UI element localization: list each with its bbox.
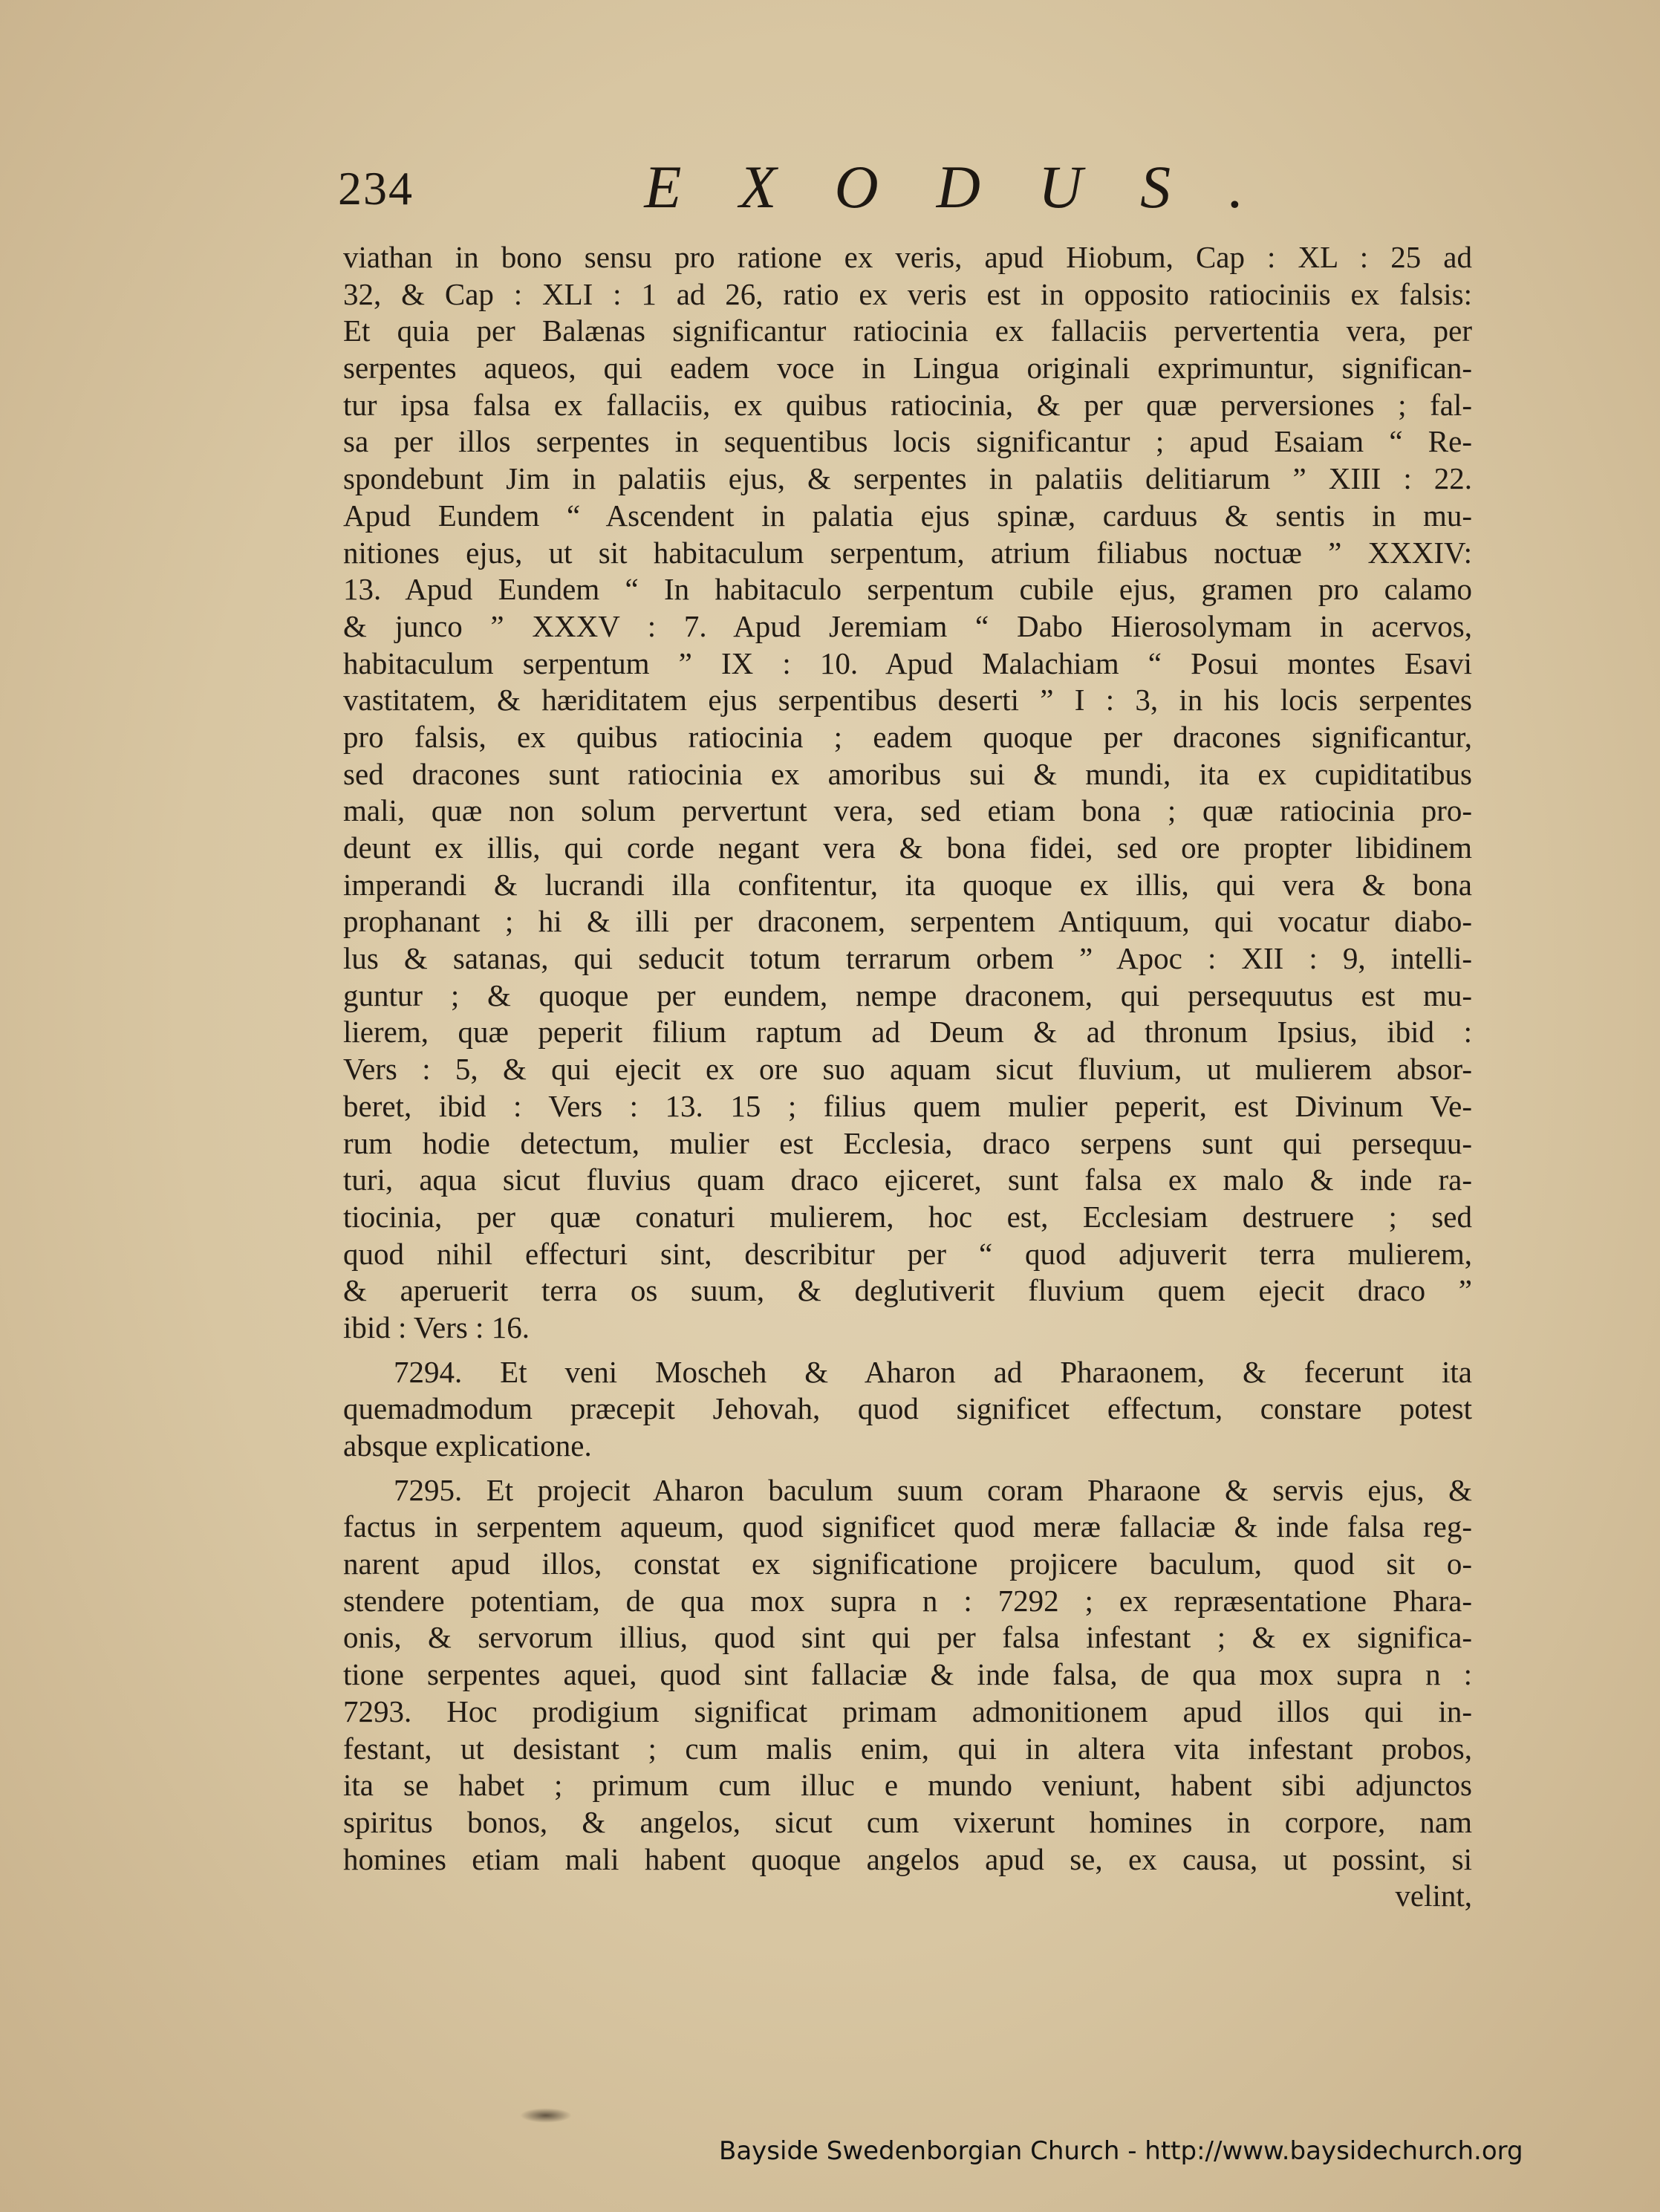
text-line: mali, quæ non solum pervertunt vera, sed etiam bona ; quæ ratiocinia pro- — [343, 793, 1472, 828]
text-line: tiocinia, per quæ conaturi mulierem, hoc est, Ecclesiam destruere ; sed — [343, 1199, 1472, 1234]
text-line: beret, ibid : Vers : 13. 15 ; filius quem mulier peperit, est Divinum Ve- — [343, 1088, 1472, 1123]
text-line: sa per illos serpentes in sequentibus locis significantur ; apud Esaiam “ Re- — [343, 424, 1472, 459]
text-line: & junco ” XXXV : 7. Apud Jeremiam “ Dabo Hierosolymam in acervos, — [343, 608, 1472, 643]
text-line: quod nihil effecturi sint, describitur per “ quod adjuverit terra mulierem, — [343, 1236, 1472, 1271]
text-line: Vers : 5, & qui ejecit ex ore suo aquam sicut fluvium, ut mulierem absor- — [343, 1052, 1472, 1087]
paragraph-7294-line: 7294. Et veni Moscheh & Aharon ad Pharaonem, & fecerunt ita — [394, 1354, 1472, 1389]
body-text — [343, 239, 1472, 1915]
text-line: rum hodie detectum, mulier est Ecclesia, draco serpens sunt qui persequu- — [343, 1125, 1472, 1160]
text-line: habitaculum serpentum ” IX : 10. Apud Malachiam “ Posui montes Esavi — [343, 645, 1472, 680]
text-line: nitiones ejus, ut sit habitaculum serpentum, atrium filiabus noctuæ ” XXXIV: — [343, 535, 1472, 570]
text-line: homines etiam mali habent quoque angelos apud se, ex causa, ut possint, si — [343, 1841, 1472, 1876]
watermark-text: Bayside Swedenborgian Church - http://www.baysidechurch.org — [719, 2136, 1523, 2166]
text-line: absque explicatione. — [343, 1428, 592, 1463]
text-line: quemadmodum præcepit Jehovah, quod significet effectum, constare potest — [343, 1391, 1472, 1426]
text-line: Et quia per Balænas significantur ratiocinia ex fallaciis pervertentia vera, per — [343, 313, 1472, 348]
paragraph-7295-line: 7295. Et projecit Aharon baculum suum coram Pharaone & servis ejus, & — [394, 1472, 1472, 1507]
text-line: spiritus bonos, & angelos, sicut cum vixerunt homines in corpore, nam — [343, 1804, 1472, 1839]
text-line: lus & satanas, qui seducit totum terrarum orbem ” Apoc : XII : 9, intelli- — [343, 941, 1472, 976]
text-line: narent apud illos, constat ex significatione projicere baculum, quod sit o- — [343, 1546, 1472, 1581]
text-line: prophanant ; hi & illi per draconem, serpentem Antiquum, qui vocatur diabo- — [343, 904, 1472, 939]
running-title: EXODUS. — [644, 153, 1302, 221]
text-line: & aperuerit terra os suum, & deglutiverit fluvium quem ejecit draco ” — [343, 1273, 1472, 1308]
text-line: deunt ex illis, qui corde negant vera & bona fidei, sed ore propter libidinem — [343, 830, 1472, 865]
page-number: 234 — [338, 162, 414, 215]
text-line: Apud Eundem “ Ascendent in palatia ejus spinæ, carduus & sentis in mu- — [343, 498, 1472, 533]
ink-smudge — [520, 2108, 572, 2123]
text-line: vastitatem, & hæriditatem ejus serpentibus deserti ” I : 3, in his locis serpentes — [343, 683, 1472, 718]
text-line: ita se habet ; primum cum illuc e mundo veniunt, habent sibi adjunctos — [343, 1768, 1472, 1803]
text-line: factus in serpentem aqueum, quod significet quod meræ fallaciæ & inde falsa reg- — [343, 1509, 1472, 1544]
text-line: festant, ut desistant ; cum malis enim, qui in altera vita infestant probos, — [343, 1731, 1472, 1766]
text-line: pro falsis, ex quibus ratiocinia ; eadem quoque per dracones significantur, — [343, 719, 1472, 754]
text-line: 7293. Hoc prodigium significat primam admonitionem apud illos qui in- — [343, 1694, 1472, 1728]
text-line: spondebunt Jim in palatiis ejus, & serpentes in palatiis delitiarum ” XIII : 22. — [343, 461, 1472, 496]
text-line: turi, aqua sicut fluvius quam draco ejiceret, sunt falsa ex malo & inde ra- — [343, 1162, 1472, 1197]
text-line: imperandi & lucrandi illa confitentur, ita quoque ex illis, qui vera & bona — [343, 867, 1472, 902]
text-line: lierem, quæ peperit filium raptum ad Deum & ad thronum Ipsius, ibid : — [343, 1015, 1472, 1050]
text-line: sed dracones sunt ratiocinia ex amoribus sui & mundi, ita ex cupiditatibus — [343, 756, 1472, 791]
text-line: tur ipsa falsa ex fallaciis, ex quibus ratiocinia, & per quæ perversiones ; fal- — [343, 387, 1472, 422]
text-line: tione serpentes aquei, quod sint fallaciæ & inde falsa, de qua mox supra n : — [343, 1657, 1472, 1692]
text-line: ibid : Vers : 16. — [343, 1310, 530, 1344]
page-header — [338, 152, 1474, 234]
catchword: velint, — [1395, 1878, 1472, 1913]
text-line: onis, & servorum illius, quod sint qui per falsa infestant ; & ex significa- — [343, 1620, 1472, 1655]
text-line: 13. Apud Eundem “ In habitaculo serpentum cubile ejus, gramen pro calamo — [343, 572, 1472, 607]
text-line: viathan in bono sensu pro ratione ex veris, apud Hiobum, Cap : XL : 25 ad — [343, 240, 1472, 274]
text-line: stendere potentiam, de qua mox supra n : 7292 ; ex repræsentatione Phara- — [343, 1583, 1472, 1618]
text-line: 32, & Cap : XLI : 1 ad 26, ratio ex veris est in opposito ratiociniis ex falsis: — [343, 276, 1472, 311]
text-line: guntur ; & quoque per eundem, nempe draconem, qui persequutus est mu- — [343, 977, 1472, 1012]
text-line: serpentes aqueos, qui eadem voce in Lingua originali exprimuntur, significan- — [343, 351, 1472, 386]
